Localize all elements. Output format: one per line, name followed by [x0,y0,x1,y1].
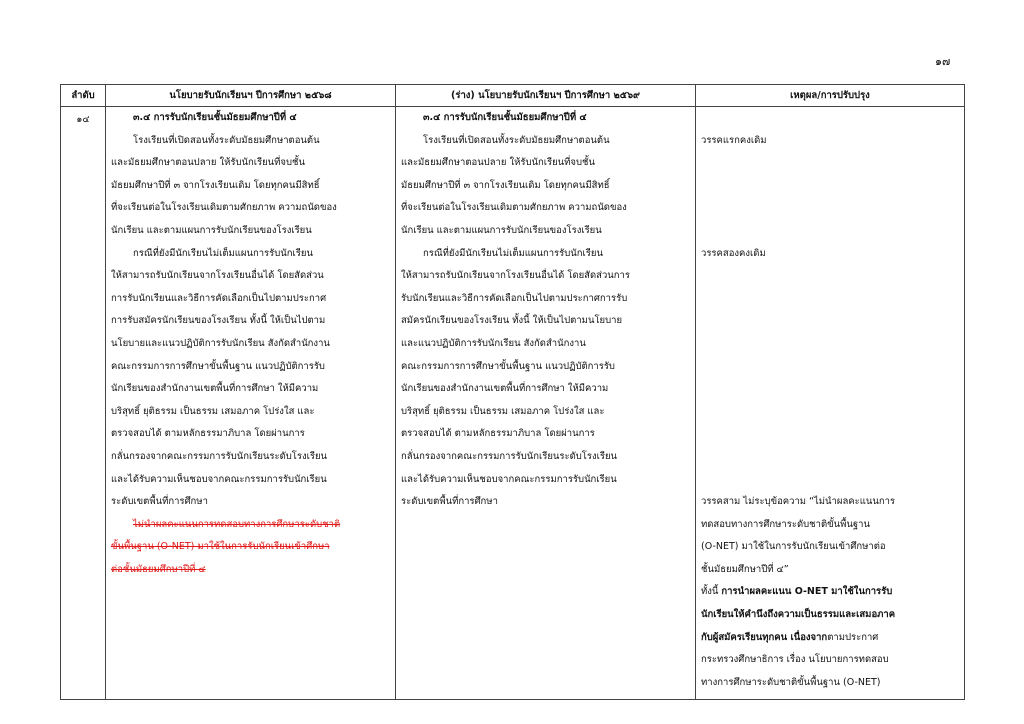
table-row [61,107,965,700]
new-p2-line: และได้รับความเห็นชอบจากคณะกรรมการรับนักเรียน [401,473,617,485]
old-p2-line: นโยบายและแนวปฏิบัติการรับนักเรียน สังกัดสำนักงาน [111,337,330,349]
reason-cell [696,107,965,700]
old-p2-line: นักเรียนของสำนักงานเขตพื้นที่การศึกษา ให้มีความ [111,383,319,395]
new-p1-line: และมัธยมศึกษาตอนปลาย ให้รับนักเรียนที่จบชั้น [401,157,595,169]
old-policy-text [106,107,395,581]
new-p2-line: ตรวจสอบได้ ตามหลักธรรมาภิบาล โดยผ่านการ [401,428,595,440]
old-p2-line: การรับนักเรียนและวิธีการคัดเลือกเป็นไปตามประกาศ [111,292,327,304]
old-p1-line: นักเรียน และตามแผนการรับนักเรียนของโรงเรียน [111,224,312,236]
old-p2-line: การรับสมัครนักเรียนของโรงเรียน ทั้งนี้ ให้เป็นไปตาม [111,315,326,327]
reason-note-bold: การนำผลคะแนน O-NET มาใช้ในการรับ [721,586,893,598]
new-p1-line: มัธยมศึกษาปีที่ ๓ จากโรงเรียนเดิม โดยทุกคนมีสิทธิ์ [401,179,610,191]
reason-third-line: วรรคสาม ไม่ระบุข้อความ “ไม่นำผลคะแนนการ [701,496,896,508]
old-p2-line: ตรวจสอบได้ ตามหลักธรรมาภิบาล โดยผ่านการ [111,428,305,440]
old-p1-line: มัธยมศึกษาปีที่ ๓ จากโรงเรียนเดิม โดยทุกคนมีสิทธิ์ [111,179,320,191]
reason-note-line [701,627,959,650]
old-p2-line: ระดับเขตพื้นที่การศึกษา [111,496,208,508]
header-policy-2568: นโยบายรับนักเรียนฯ ปีการศึกษา ๒๕๖๘ [106,85,396,107]
table-header-row [61,85,965,107]
old-section-title: ๓.๔ การรับนักเรียนชั้นมัธยมศึกษาปีที่ ๔ [133,112,297,123]
new-p2-line: ระดับเขตพื้นที่การศึกษา [401,496,498,508]
row-index-cell [61,107,106,700]
header-reason: เหตุผล/การปรับปรุง [696,85,965,107]
old-p2-line: กลั่นกรองจากคณะกรรมการรับนักเรียนระดับโรงเรียน [111,450,328,462]
new-p2-line: รับนักเรียนและวิธีการคัดเลือกเป็นไปตามประกาศการรับ [401,292,628,304]
new-p2-line: ให้สามารถรับนักเรียนจากโรงเรียนอื่นได้ โดยสัดส่วนการ [401,270,630,282]
new-p2-line: สมัครนักเรียนของโรงเรียน ทั้งนี้ ให้เป็นไปตามนโยบาย [401,315,623,327]
reason-second-paragraph: วรรคสองคงเดิม [701,247,766,259]
new-p2-line: และแนวปฏิบัติการรับนักเรียน สังกัดสำนักงาน [401,337,586,349]
old-p1-line: และมัธยมศึกษาตอนปลาย ให้รับนักเรียนที่จบชั้น [111,157,305,169]
reason-third-line: ทดสอบทางการศึกษาระดับชาติขั้นพื้นฐาน [701,518,870,530]
reason-note-line [701,581,959,604]
new-p1-line: ที่จะเรียนต่อในโรงเรียนเดิมตามศักยภาพ ความถนัดของ [401,202,627,214]
new-policy-cell [396,107,696,700]
reason-third-line: ชั้นมัธยมศึกษาปีที่ ๔” [701,563,789,575]
reason-note-text: ตามประกาศ [827,631,879,643]
old-p1-line: ที่จะเรียนต่อในโรงเรียนเดิมตามศักยภาพ ความถนัดของ [111,202,337,214]
row-index: ๑๔ [76,114,90,125]
old-p2-line: บริสุทธิ์ ยุติธรรม เป็นธรรม เสมอภาค โปร่งใส และ [111,405,315,417]
old-p2-line: ให้สามารถรับนักเรียนจากโรงเรียนอื่นได้ โดยสัดส่วน [111,270,324,282]
header-draft-policy-2569: (ร่าง) นโยบายรับนักเรียนฯ ปีการศึกษา ๒๕๖๙ [396,85,696,107]
page-number: ๑๗ [935,55,951,68]
reason-text [696,107,964,694]
reason-note-bold: กับผู้สมัครเรียนทุกคน เนื่องจาก [701,631,828,643]
new-p2-line: นักเรียนของสำนักงานเขตพื้นที่การศึกษา ให้มีความ [401,383,609,395]
new-p1-line: โรงเรียนที่เปิดสอนทั้งระดับมัธยมศึกษาตอนต้น [423,134,610,146]
reason-third-line: (O-NET) มาใช้ในการรับนักเรียนเข้าศึกษาต่อ [701,541,886,553]
old-p2-line: คณะกรรมการการศึกษาขั้นพื้นฐาน แนวปฏิบัติการรับ [111,360,325,372]
reason-note-text: ทางการศึกษาระดับชาติขั้นพื้นฐาน (O-NET) [701,676,881,688]
policy-comparison-table [60,84,965,700]
header-index: ลำดับ [61,85,106,107]
old-p2-line: กรณีที่ยังมีนักเรียนไม่เต็มแผนการรับนักเรียน [133,247,313,259]
reason-note-bold: นักเรียนให้คำนึงถึงความเป็นธรรมและเสมอภาค [701,609,896,621]
old-policy-cell [106,107,396,700]
new-p2-line: กรณีที่ยังมีนักเรียนไม่เต็มแผนการรับนักเรียน [423,247,603,259]
new-p1-line: นักเรียน และตามแผนการรับนักเรียนของโรงเรียน [401,224,602,236]
old-p1-line: โรงเรียนที่เปิดสอนทั้งระดับมัธยมศึกษาตอนต้น [133,134,320,146]
old-p2-line: และได้รับความเห็นชอบจากคณะกรรมการรับนักเรียน [111,473,327,485]
new-p2-line: กลั่นกรองจากคณะกรรมการรับนักเรียนระดับโรงเรียน [401,450,618,462]
new-p2-line: บริสุทธิ์ ยุติธรรม เป็นธรรม เสมอภาค โปร่งใส และ [401,405,605,417]
old-p3-struck-line: ไม่นำผลคะแนนการทดสอบทางการศึกษาระดับชาติ [133,518,341,530]
new-section-title: ๓.๔ การรับนักเรียนชั้นมัธยมศึกษาปีที่ ๔ [423,112,587,123]
new-policy-text [396,107,695,514]
old-p3-struck-line: ต่อชั้นมัธยมศึกษาปีที่ ๔ [111,563,206,575]
reason-first-paragraph: วรรคแรกคงเดิม [701,134,767,146]
reason-note-text: กระทรวงศึกษาธิการ เรื่อง นโยบายการทดสอบ [701,654,889,666]
reason-note-prefix: ทั้งนี้ [701,586,722,598]
old-p3-struck-line: ขั้นพื้นฐาน (O-NET) มาใช้ในการรับนักเรียนเข้าศึกษา [111,541,330,553]
new-p2-line: คณะกรรมการการศึกษาขั้นพื้นฐาน แนวปฏิบัติการรับ [401,360,615,372]
